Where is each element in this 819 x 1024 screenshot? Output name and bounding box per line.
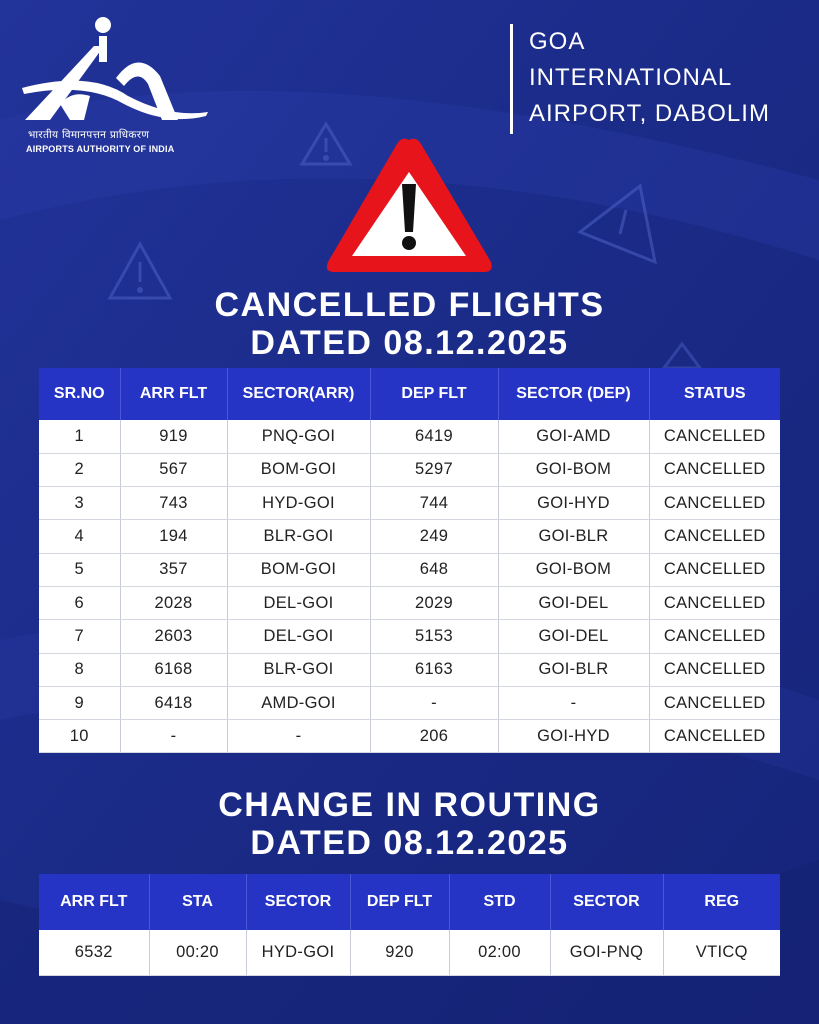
table-cell: BOM-GOI (227, 453, 370, 486)
table-cell: - (498, 686, 649, 719)
table-cell: BLR-GOI (227, 520, 370, 553)
table-cell: - (370, 686, 498, 719)
table-cell: 6419 (370, 420, 498, 453)
table-row (39, 620, 780, 653)
table-row (39, 586, 780, 619)
change-in-routing-table (39, 874, 780, 976)
table-cell: 02:00 (449, 930, 550, 976)
airport-name (510, 24, 770, 134)
table-cell: 920 (350, 930, 449, 976)
cancelled-flights-title (0, 286, 819, 362)
table-cell: GOI-AMD (498, 420, 649, 453)
table-cell: CANCELLED (649, 620, 780, 653)
table-cell: GOI-BLR (498, 653, 649, 686)
table-cell: BOM-GOI (227, 553, 370, 586)
table-cell: 206 (370, 720, 498, 753)
cancelled-title-line-1: CANCELLED FLIGHTS (214, 286, 605, 324)
table-cell: GOI-BOM (498, 553, 649, 586)
table-cell: 9 (39, 686, 120, 719)
cancelled-title-line-2: DATED 08.12.2025 (250, 324, 569, 362)
table-cell: 6418 (120, 686, 227, 719)
table-cell: CANCELLED (649, 686, 780, 719)
table-cell: CANCELLED (649, 520, 780, 553)
table-cell: 1 (39, 420, 120, 453)
column-header: DEP FLT (350, 874, 449, 930)
table-row (39, 720, 780, 753)
table-cell: BLR-GOI (227, 653, 370, 686)
table-cell: 5 (39, 553, 120, 586)
table-cell: 6 (39, 586, 120, 619)
table-cell: VTICQ (663, 930, 780, 976)
table-cell: DEL-GOI (227, 586, 370, 619)
aai-logo (20, 16, 210, 154)
table-row (39, 653, 780, 686)
table-row (39, 686, 780, 719)
table-cell: 2028 (120, 586, 227, 619)
table-cell: 648 (370, 553, 498, 586)
table-cell: 2 (39, 453, 120, 486)
column-header: ARR FLT (120, 368, 227, 420)
routing-title-line-2: DATED 08.12.2025 (250, 824, 569, 862)
table-cell: HYD-GOI (246, 930, 350, 976)
table-cell: 10 (39, 720, 120, 753)
table-cell: GOI-BLR (498, 520, 649, 553)
table-cell: - (227, 720, 370, 753)
table-cell: 4 (39, 520, 120, 553)
table-row (39, 520, 780, 553)
cancelled-flights-table (39, 368, 780, 753)
column-header: REG (663, 874, 780, 930)
airport-name-line-3: AIRPORT, DABOLIM (529, 100, 770, 127)
column-header: STA (149, 874, 246, 930)
column-header: DEP FLT (370, 368, 498, 420)
table-row (39, 420, 780, 453)
airport-name-line-2: INTERNATIONAL (529, 64, 733, 91)
table-cell: 194 (120, 520, 227, 553)
aai-logo-icon (20, 16, 210, 126)
table-cell: 744 (370, 487, 498, 520)
table-cell: 8 (39, 653, 120, 686)
table-cell: GOI-BOM (498, 453, 649, 486)
table-cell: - (120, 720, 227, 753)
table-cell: CANCELLED (649, 487, 780, 520)
column-header: STATUS (649, 368, 780, 420)
column-header: ARR FLT (39, 874, 149, 930)
table-cell: GOI-HYD (498, 487, 649, 520)
table-cell: CANCELLED (649, 720, 780, 753)
table-row (39, 930, 780, 976)
table-header-row (39, 368, 780, 420)
column-header: SECTOR (550, 874, 663, 930)
table-cell: 6532 (39, 930, 149, 976)
change-in-routing-title (0, 786, 819, 862)
table-cell: HYD-GOI (227, 487, 370, 520)
table-cell: 7 (39, 620, 120, 653)
logo-hindi-text: भारतीय विमानपत्तन प्राधिकरण (28, 129, 150, 141)
table-cell: PNQ-GOI (227, 420, 370, 453)
table-cell: 5153 (370, 620, 498, 653)
table-cell: CANCELLED (649, 653, 780, 686)
table-cell: GOI-DEL (498, 620, 649, 653)
table-cell: GOI-HYD (498, 720, 649, 753)
table-cell: 00:20 (149, 930, 246, 976)
warning-triangle-icon (320, 132, 498, 276)
table-cell: 2029 (370, 586, 498, 619)
table-cell: 6168 (120, 653, 227, 686)
table-header-row (39, 874, 780, 930)
table-row (39, 487, 780, 520)
table-cell: GOI-DEL (498, 586, 649, 619)
table-cell: 357 (120, 553, 227, 586)
table-cell: 6163 (370, 653, 498, 686)
table-cell: CANCELLED (649, 453, 780, 486)
table-cell: DEL-GOI (227, 620, 370, 653)
table-row (39, 553, 780, 586)
table-cell: 3 (39, 487, 120, 520)
column-header: SR.NO (39, 368, 120, 420)
table-cell: 2603 (120, 620, 227, 653)
logo-english-text: AIRPORTS AUTHORITY OF INDIA (26, 144, 175, 154)
table-cell: CANCELLED (649, 553, 780, 586)
table-cell: AMD-GOI (227, 686, 370, 719)
table-cell: 743 (120, 487, 227, 520)
table-cell: 919 (120, 420, 227, 453)
routing-title-line-1: CHANGE IN ROUTING (218, 786, 601, 824)
airport-name-line-1: GOA (529, 28, 586, 55)
table-row (39, 453, 780, 486)
column-header: SECTOR (246, 874, 350, 930)
table-cell: 249 (370, 520, 498, 553)
table-cell: 5297 (370, 453, 498, 486)
column-header: SECTOR(ARR) (227, 368, 370, 420)
table-cell: CANCELLED (649, 420, 780, 453)
table-cell: 567 (120, 453, 227, 486)
column-header: STD (449, 874, 550, 930)
table-cell: CANCELLED (649, 586, 780, 619)
column-header: SECTOR (DEP) (498, 368, 649, 420)
table-cell: GOI-PNQ (550, 930, 663, 976)
